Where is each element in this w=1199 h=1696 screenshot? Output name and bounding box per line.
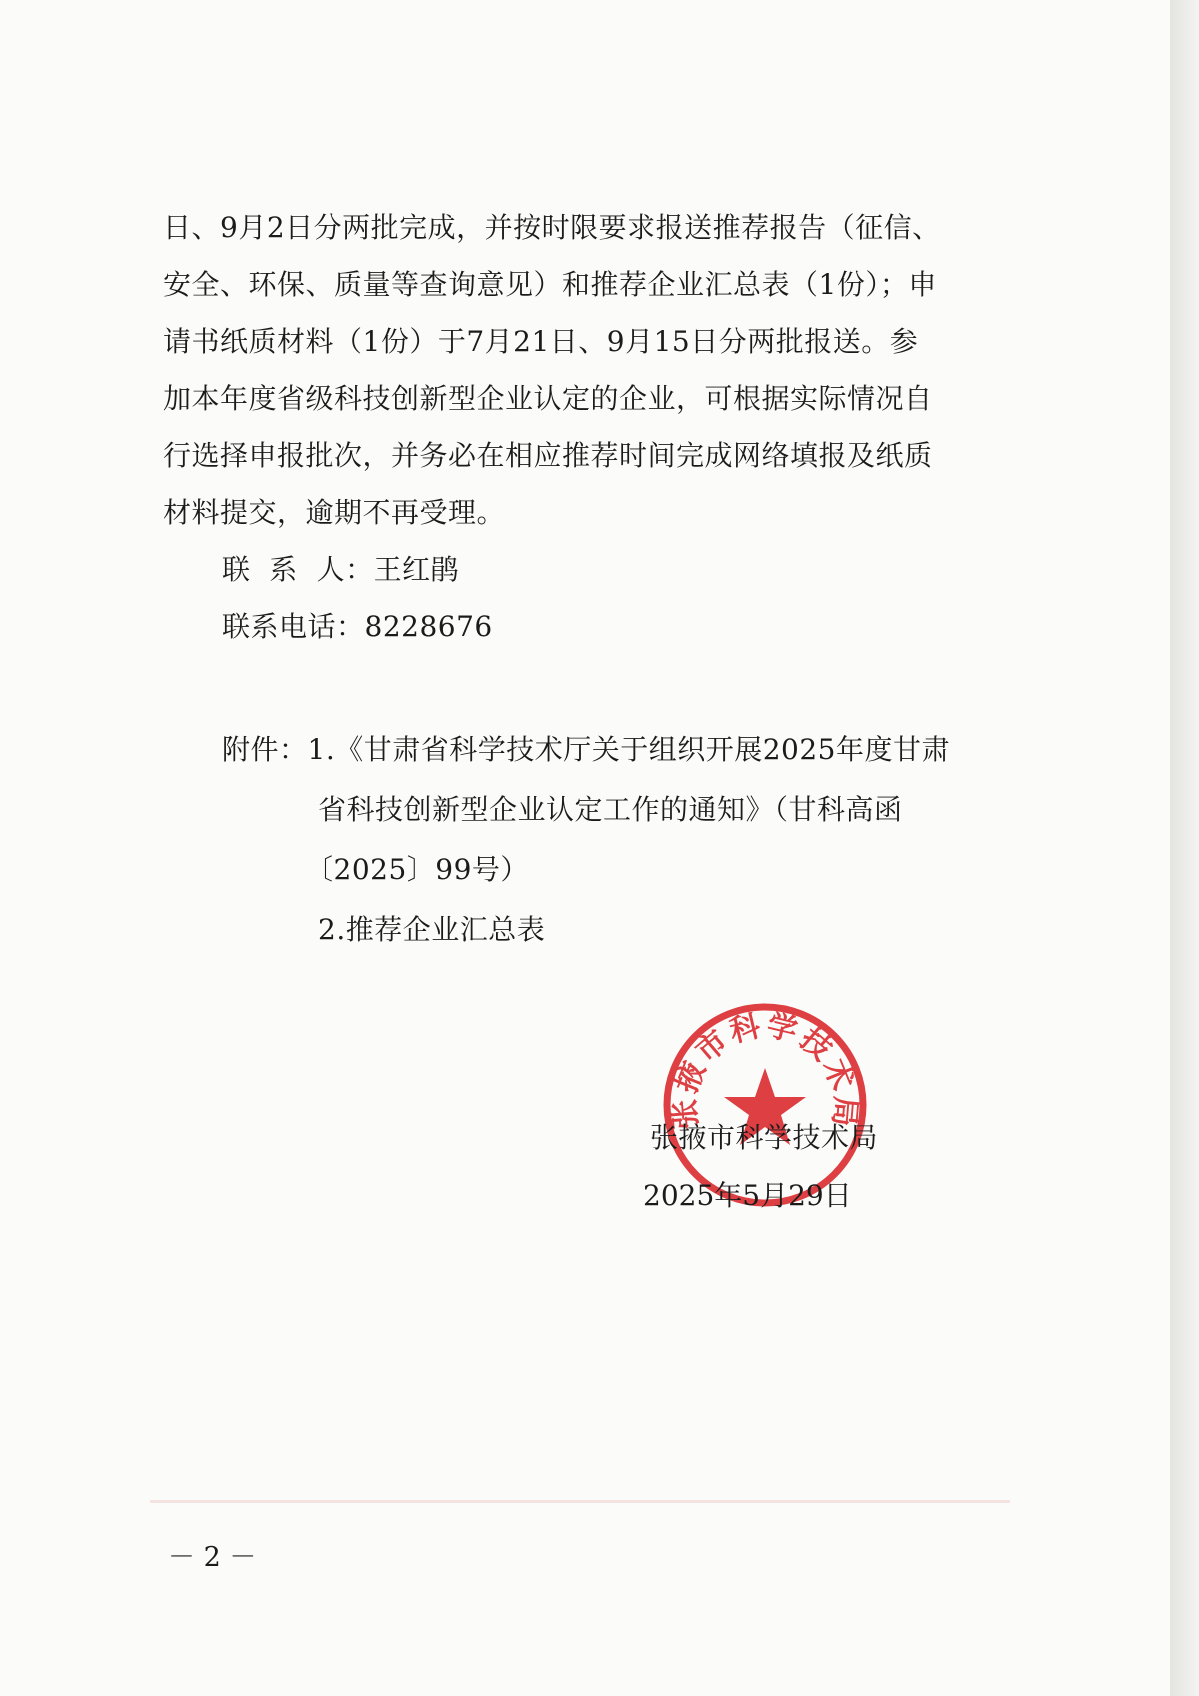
body-line-5: 行选择申报批次，并务必在相应推荐时间完成网络填报及纸质 [163,439,933,472]
attachment-line-1: 附件：1.《甘肃省科学技术厅关于组织开展2025年度甘肃 [222,733,950,766]
body-line-1: 日、9月2日分两批完成，并按时限要求报送推荐报告（征信、 [163,211,941,244]
contact-person: 联 系 人：王红鹃 [222,553,460,586]
show-through-rule [150,1500,1010,1503]
attachment-line-2: 省科技创新型企业认定工作的通知》（甘科高函 [318,793,903,826]
body-line-3: 请书纸质材料（1份）于7月21日、9月15日分两批报送。参 [163,325,919,358]
attachment-line-3: 〔2025〕99号） [305,853,529,886]
contact-phone: 联系电话：8228676 [222,610,493,643]
body-line-2: 安全、环保、质量等查询意见）和推荐企业汇总表（1份）；申 [163,268,937,301]
body-line-6: 材料提交，逾期不再受理。 [163,496,506,529]
page-number: － 2 － [168,1542,257,1573]
seal-text: 张掖市科学技术局 [666,1008,864,1131]
body-line-4: 加本年度省级科技创新型企业认定的企业，可根据实际情况自 [163,382,933,415]
issue-date: 2025年5月29日 [643,1179,852,1212]
attachment-line-4: 2.推荐企业汇总表 [318,913,546,946]
scan-edge [1170,0,1199,1696]
issuer-signature: 张掖市科学技术局 [650,1121,879,1154]
